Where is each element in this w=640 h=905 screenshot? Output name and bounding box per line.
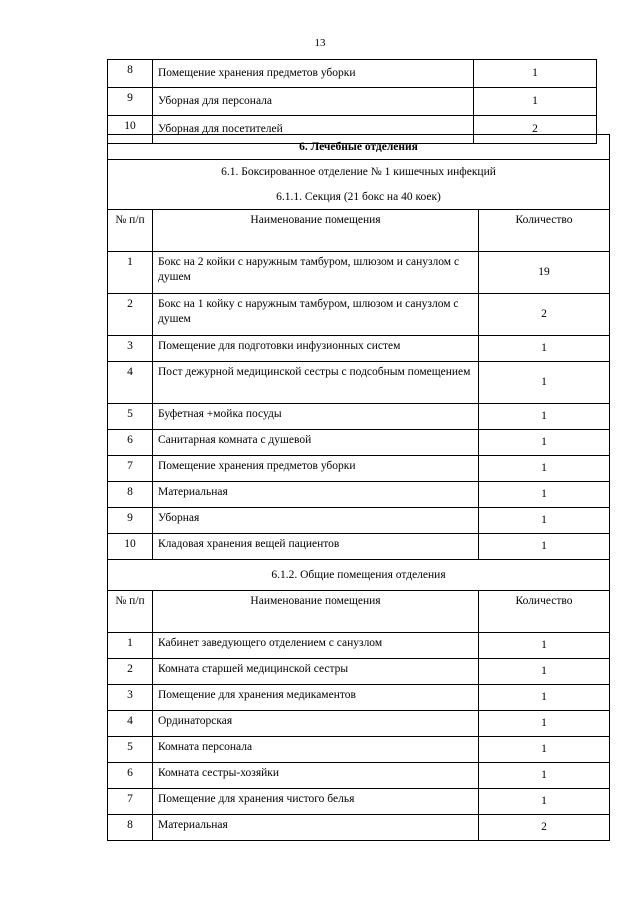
table-row — [108, 534, 610, 560]
row-num: 3 — [108, 336, 153, 362]
row-name: Комната сестры-хозяйки — [153, 763, 479, 789]
row-qty: 1 — [479, 763, 610, 789]
row-qty: 1 — [479, 789, 610, 815]
row-num: 4 — [108, 711, 153, 737]
row-name: Пост дежурной медицинской сестры с подсобным помещением — [153, 362, 479, 404]
row-qty: 1 — [479, 482, 610, 508]
departments-table — [107, 134, 610, 841]
row-num: 8 — [108, 815, 153, 841]
row-qty: 1 — [479, 534, 610, 560]
header-num: № п/п — [108, 591, 153, 633]
table-header-row — [108, 591, 610, 633]
row-qty: 1 — [479, 430, 610, 456]
table-header-row — [108, 210, 610, 252]
table-row — [108, 482, 610, 508]
table-row — [108, 659, 610, 685]
table-row — [108, 685, 610, 711]
row-name: Уборная для посетителей — [153, 116, 474, 144]
row-name: Комната старшей медицинской сестры — [153, 659, 479, 685]
continued-table — [107, 59, 597, 144]
table-row — [108, 404, 610, 430]
table-row — [108, 508, 610, 534]
row-qty: 1 — [479, 336, 610, 362]
row-name: Помещение для подготовки инфузионных систем — [153, 336, 479, 362]
row-name: Буфетная +мойка посуды — [153, 404, 479, 430]
row-num: 8 — [108, 60, 153, 88]
row-name: Бокс на 1 койку с наружным тамбуром, шлюзом и санузлом с душем — [153, 294, 479, 336]
row-qty: 1 — [479, 456, 610, 482]
row-qty: 1 — [479, 633, 610, 659]
table-row — [108, 456, 610, 482]
row-num: 2 — [108, 294, 153, 336]
table-row — [108, 294, 610, 336]
header-name: Наименование помещения — [153, 591, 479, 633]
row-qty: 2 — [474, 116, 597, 144]
row-num: 6 — [108, 430, 153, 456]
row-qty: 1 — [479, 711, 610, 737]
row-name: Кладовая хранения вещей пациентов — [153, 534, 479, 560]
table-row — [108, 362, 610, 404]
page-number: 13 — [314, 37, 326, 49]
row-num: 8 — [108, 482, 153, 508]
header-num: № п/п — [108, 210, 153, 252]
row-qty: 1 — [479, 362, 610, 404]
row-name: Уборная для персонала — [153, 88, 474, 116]
section-title: 6. Лечебные отделения — [108, 135, 610, 160]
row-name: Материальная — [153, 815, 479, 841]
table-row — [108, 88, 597, 116]
section-a-title: 6.1.1. Секция (21 бокс на 40 коек) — [108, 185, 610, 210]
subsection-title: 6.1. Боксированное отделение № 1 кишечных инфекций — [108, 160, 610, 186]
row-qty: 1 — [479, 404, 610, 430]
row-qty: 2 — [479, 815, 610, 841]
row-name: Санитарная комната с душевой — [153, 430, 479, 456]
row-num: 5 — [108, 737, 153, 763]
row-num: 3 — [108, 685, 153, 711]
row-name: Уборная — [153, 508, 479, 534]
table-row — [108, 789, 610, 815]
table-row — [108, 633, 610, 659]
row-name: Помещение хранения предметов уборки — [153, 60, 474, 88]
row-name: Бокс на 2 койки с наружным тамбуром, шлюзом и санузлом с душем — [153, 252, 479, 294]
table-row — [108, 430, 610, 456]
row-qty: 1 — [479, 737, 610, 763]
row-num: 1 — [108, 252, 153, 294]
row-qty: 1 — [479, 685, 610, 711]
header-qty: Количество — [479, 591, 610, 633]
section-b-title: 6.1.2. Общие помещения отделения — [108, 560, 610, 591]
row-name: Комната персонала — [153, 737, 479, 763]
row-num: 10 — [108, 116, 153, 144]
table-row — [108, 336, 610, 362]
row-num: 5 — [108, 404, 153, 430]
table-row — [108, 711, 610, 737]
row-name: Ординаторская — [153, 711, 479, 737]
table-row — [108, 252, 610, 294]
row-qty: 2 — [479, 294, 610, 336]
table-row — [108, 60, 597, 88]
row-num: 6 — [108, 763, 153, 789]
row-name: Помещение для хранения медикаментов — [153, 685, 479, 711]
table-row — [108, 737, 610, 763]
row-qty: 1 — [479, 508, 610, 534]
row-num: 9 — [108, 88, 153, 116]
row-name: Помещение хранения предметов уборки — [153, 456, 479, 482]
row-num: 1 — [108, 633, 153, 659]
row-qty: 1 — [479, 659, 610, 685]
row-qty: 1 — [474, 60, 597, 88]
header-name: Наименование помещения — [153, 210, 479, 252]
row-num: 7 — [108, 789, 153, 815]
row-num: 10 — [108, 534, 153, 560]
row-name: Кабинет заведующего отделением с санузлом — [153, 633, 479, 659]
row-qty: 19 — [479, 252, 610, 294]
row-num: 7 — [108, 456, 153, 482]
row-qty: 1 — [474, 88, 597, 116]
row-name: Помещение для хранения чистого белья — [153, 789, 479, 815]
table-row — [108, 763, 610, 789]
row-num: 4 — [108, 362, 153, 404]
row-num: 2 — [108, 659, 153, 685]
table-row — [108, 815, 610, 841]
row-name: Материальная — [153, 482, 479, 508]
header-qty: Количество — [479, 210, 610, 252]
row-num: 9 — [108, 508, 153, 534]
